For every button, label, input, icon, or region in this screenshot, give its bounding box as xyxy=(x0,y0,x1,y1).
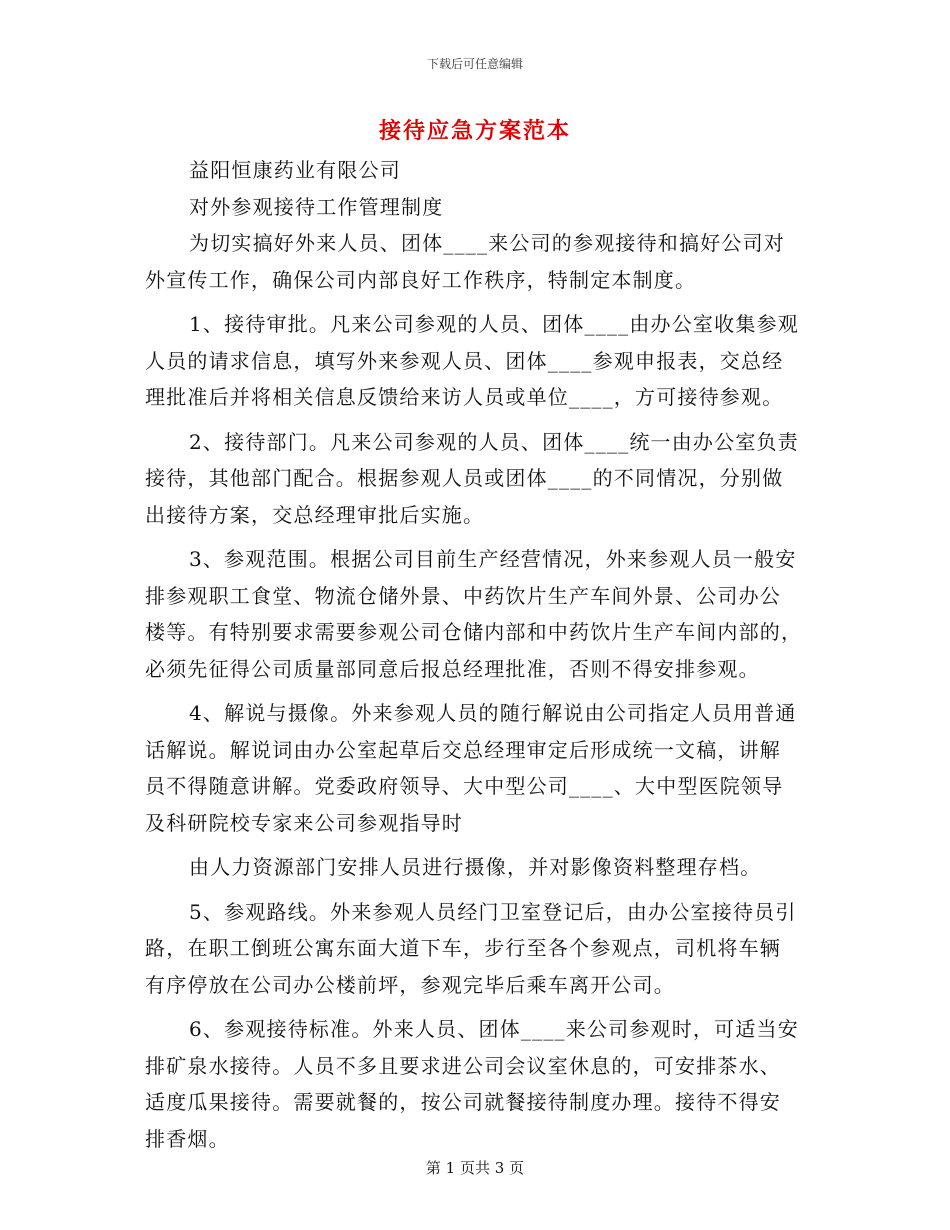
section-4-continued xyxy=(145,849,811,886)
paragraph-line: 理批准后并将相关信息反馈给来访人员或单位____，方可接待参观。 xyxy=(145,385,784,409)
paragraph-line: 路，在职工倒班公寓东面大道下车，步行至各个参观点，司机将车辆 xyxy=(145,936,781,960)
paragraph-line: 排香烟。 xyxy=(145,1126,230,1151)
section-4-commentary xyxy=(145,695,811,841)
paragraph-line: 有序停放在公司办公楼前坪，参观完毕后乘车离开公司。 xyxy=(145,972,675,997)
page-header: 下载后可任意编辑 xyxy=(426,57,523,71)
paragraph-line: 2、接待部门。凡来公司参观的人员、团体____统一由办公室负责 xyxy=(189,429,799,454)
paragraph-line: 由人力资源部门安排人员进行摄像，并对影像资料整理存档。 xyxy=(189,855,762,879)
paragraph-line: 及科研院校专家来公司参观指导时 xyxy=(145,810,463,835)
paragraph-line: 人员的请求信息，填写外来参观人员、团体____参观申报表，交总经 xyxy=(145,348,784,373)
paragraph-line: 排参观职工食堂、物流仓储外景、中药饮片生产车间外景、公司办公 xyxy=(145,583,781,608)
page-number: 第 1 页共 3 页 xyxy=(425,1159,525,1177)
section-1-approval xyxy=(145,306,811,416)
section-5-route xyxy=(145,894,811,1004)
paragraph-line: 排矿泉水接待。人员不多且要求进公司会议室休息的，可安排茶水、 xyxy=(145,1053,781,1078)
paragraph-line: 5、参观路线。外来参观人员经门卫室登记后，由办公室接待员引 xyxy=(189,899,797,924)
paragraph-line: 必须先征得公司质量部同意后报总经理批准，否则不得安排参观。 xyxy=(145,656,760,681)
document-title: 接待应急方案范本 xyxy=(378,118,571,144)
section-2-department xyxy=(145,424,811,534)
intro-paragraph xyxy=(145,225,811,298)
paragraph-line: 楼等。有特别要求需要参观公司仓储内部和中药饮片生产车间内部的， xyxy=(145,620,803,644)
section-3-scope xyxy=(145,541,811,687)
paragraph-line: 4、解说与摄像。外来参观人员的随行解说由公司指定人员用普通 xyxy=(189,701,797,725)
paragraph-line: 1、接待审批。凡来公司参观的人员、团体____由办公室收集参观 xyxy=(189,312,799,336)
paragraph-line: 外宣传工作，确保公司内部良好工作秩序，特制定本制度。 xyxy=(145,267,697,292)
paragraph-line: 员不得随意讲解。党委政府领导、大中型公司____、大中型医院领导 xyxy=(145,774,784,798)
section-6-standard xyxy=(145,1011,811,1157)
regulation-name: 对外参观接待工作管理制度 xyxy=(189,194,444,219)
paragraph-line: 接待，其他部门配合。根据参观人员或团体____的不同情况，分别做 xyxy=(145,466,784,490)
paragraph-line: 3、参观范围。根据公司目前生产经营情况，外来参观人员一般安 xyxy=(189,547,797,571)
paragraph-line: 6、参观接待标准。外来人员、团体____来公司参观时，可适当安 xyxy=(189,1017,799,1041)
paragraph-line: 话解说。解说词由办公室起草后交总经理审定后形成统一文稿，讲解 xyxy=(145,737,781,762)
paragraph-line: 适度瓜果接待。需要就餐的，按公司就餐接待制度办理。接待不得安 xyxy=(145,1090,781,1114)
company-name: 益阳恒康药业有限公司 xyxy=(189,158,401,182)
paragraph-line: 为切实搞好外来人员、团体____来公司的参观接待和搞好公司对 xyxy=(189,231,785,255)
paragraph-line: 出接待方案，交总经理审批后实施。 xyxy=(145,502,485,527)
document-body xyxy=(145,152,811,1157)
